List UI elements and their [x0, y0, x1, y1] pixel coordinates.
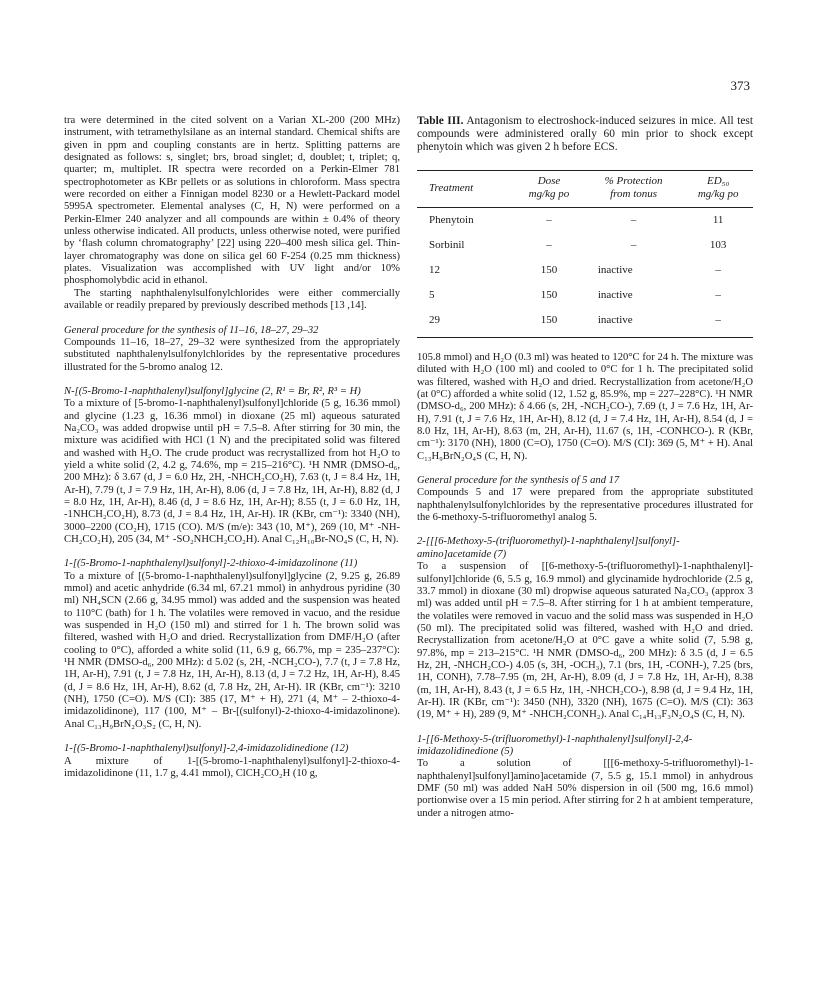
section-heading: 2-[[[6-Methoxy-5-(trifluoromethyl)-1-naphthalenyl]sulfonyl]-amino]acetamide (7): [417, 536, 680, 560]
paragraph: A mixture of 1-[(5-bromo-1-naphthalenyl)sulfonyl]-2-thioxo-4-imidazolidinone (11, 1.7 g, 4.41 mmol), ClCH₂CO₂H (10 g,: [64, 755, 400, 779]
header-protection: % Protection from tonus: [584, 171, 683, 208]
table-cell: 5: [429, 289, 435, 302]
paragraph: Compounds 11–16, 18–27, 29–32 were synthesized from the appropriately substituted naphthalenylsulfonylchlorides by the representative procedures illustrated for the 5-bromo analog 12.: [64, 336, 400, 373]
table-cell: Phenytoin: [429, 214, 474, 227]
header-treatment: Treatment: [417, 171, 514, 208]
table-header-row: [417, 171, 753, 208]
paragraph: To a suspension of [[6-methoxy-5-(trifluoromethyl)-1-naphthalenyl]-sulfonyl]chloride (6, 5.5 g, 16.9 mmol) and glycinamide hydrochloride (2.5 g, 33.7 mmol) in dioxane (30 ml) dropwise aqueous saturated Na₂CO₃ (approx 3 ml) was added until pH = 7.5–8. After stirring for 1 h at ambient temperature, the volatiles were removed in vacuo and the solid mass was suspended in H₂O (50 ml). The precipitated solid was filtered, washed with H₂O and dried. Recrystallization from acetone/H₂O at 0°C gave a white solid (7, 5.98 g, 97.8%, mp = 213–215°C. ¹H NMR (DMSO-d₆, 200 MHz): δ 3.5 (d, J = 6.5 Hz, 2H, -NHCH₂CO-) 4.05 (s, 3H, -OCH₃), 7.1 (brs, 1H, -CONH-), 7.25 (brs, 1H, CONH), 7.78–7.95 (m, 2H, Ar-H), 8.09 (d, J = 7.8 Hz, 1H, Ar-H), 8.38 (m, 1H, Ar-H), 8.43 (t, J = 6.5 Hz, 1H, -NHCH₂CO-), 8.98 (d, J = 9.4 Hz, 1H, Ar-H). IR (KBr, cm⁻¹): 3450 (NH), 3320 (NH), 1675 (C=O). M/S (CI): 363 (19, M⁺ + H), 289 (9, M⁺ -NHCH₂CONH₂). Anal C₁₄H₁₃F₃N₂O₄S (C, H, N).: [417, 561, 753, 721]
paragraph: tra were determined in the cited solvent on a Varian XL-200 (200 MHz) instrument, with tetramethylsilane as an internal standard. Chemical shifts are given in ppm and coupling constants are in hertz. Splitting patterns are designated as follows: s, singlet; brs, broad singlet; d, doublet; t, triplet; q, quarter; m, multiplet. IR spectra were recorded on a Perkin-Elmer 781 spectrophotometer as KBr pellets or as solutions in chloroform. Mass spectra were recorded on either a Finnigan model 8230 or a Hewlett-Packard model 5995A spectrometer. Elemental analyses (C, H, N) were performed on a Perkin-Elmer 240 analyzer and all compounds are within ± 0.4% of theory unless otherwise indicated. All products, unless otherwise noted, were purified by ‘flash column chromatography’ [22] using 220–400 mesh silica gel. Thin-layer chromatography was done on silica gel 60 F-254 (0.25 mm thickness) plates. Visualization was accomplished with UV light and/or 10% phosphomolybdic acid in ethanol.: [64, 115, 400, 287]
table-cell: inactive: [584, 308, 683, 338]
paragraph: The starting naphthalenylsulfonylchlorides were either commercially available or readily prepared by previously described methods [13 ,14].: [64, 287, 400, 312]
paragraph-gap: [417, 524, 753, 536]
paragraph-gap: [64, 313, 400, 325]
table-cell: 150: [514, 308, 584, 338]
section-heading: 1-[(5-Bromo-1-naphthalenyl)sulfonyl]-2-thioxo-4-imidazolinone (11): [64, 558, 358, 570]
table-cell: Sorbinil: [429, 239, 465, 252]
paragraph: To a mixture of [(5-bromo-1-naphthalenyl)sulfonyl]glycine (2, 9.25 g, 26.89 mmol) and acetic anhydride (6.34 ml, 67.21 mmol) in anhydrous pyridine (30 ml) NH₄SCN (2.66 g, 34.95 mmol) was added and the suspension was heated to 110°C (bath) for 1 h. The volatiles were removed in vacuo, and the residue was suspended in H₂O (150 ml) and stirred for 1 h. The brown solid was filtered, washed with H₂O and dried. Recrystallization from DMF/H₂O (after cooling to 0°C), afforded a white solid (11, 6.9 g, 66.7%, mp = 235–237°C): ¹H NMR (DMSO-d₆, 200 MHz): d 5.02 (s, 2H, -NCH₂CO-), 7.7 (t, J = 7.8 Hz, 1H, Ar-H), 7.91 (t, J = 7.8 Hz, 1H, Ar-H), 8.13 (d, J = 7.2 Hz, 1H, Ar-H), 8.45 (d, J = 8.6 Hz, 1H, Ar-H), 8.62 (d, 7.8 Hz, 2H, Ar-H). IR (KBr, cm⁻¹): 3210 (NH), 1750 (C=O). M/S (CI): 385 (17, M⁺ + H), 271 (4, M⁺ – 2-thioxo-4-imidazolidinone), 117 (100, M⁺ – Br-[(sulfonyl)-2-thioxo-4-imidazolinone). Anal C₁₃H₉BrN₂O₃S₂ (C, H, N).: [64, 570, 400, 730]
paragraph-gap: [64, 374, 400, 386]
table-cell: inactive: [597, 264, 633, 277]
table-cell: –: [546, 214, 552, 227]
table-cell: 12: [429, 264, 440, 277]
table-cell: –: [630, 214, 637, 227]
header-ed50: ED₅₀ mg/kg po: [683, 171, 753, 208]
paragraph-gap: [64, 731, 400, 743]
table-caption: [417, 115, 753, 154]
left-column: [64, 115, 400, 780]
table-caption-label: Table III.: [417, 115, 464, 127]
table-iii: [417, 170, 753, 338]
table-cell: –: [715, 264, 721, 277]
table-caption-text: Antagonism to electroshock-induced seizures in mice. All test compounds were administered orally 60 min prior to shock except phenytoin which was given 2 h before ECS.: [417, 115, 754, 153]
page-number: 373: [730, 78, 750, 93]
paragraph-gap: [417, 463, 753, 475]
paragraph: Compounds 5 and 17 were prepared from the appropriate substituted naphthalenylsulfonylchlorides by the representative procedures illustrated for the 6-methoxy-5-trifluoromethyl analog 5.: [417, 487, 753, 524]
paragraph: To a mixture of [5-bromo-1-naphthalenyl)sulfonyl]chloride (5 g, 16.36 mmol) and glycine (1.23 g, 16.36 mmol) in dioxane (25 ml) aqueous saturated Na₂CO₃ was added dropwise until pH = 7.5–8. After stirring for 30 min, the mixture was acidified with HCl (1 N) and the precipitated solid was filtered and washed with H₂O. The crude product was recrystallized from hot H₂O to yield a white solid (2, 4.2 g, 74.6%, mp = 215–216°C). ¹H NMR (DMSO-d₆, 200 MHz): δ 3.67 (d, J = 6.0 Hz, 2H, -NHCH₂CO₂H), 7.63 (t, J = 8.4 Hz, 1H, Ar-H), 7.79 (t, J = 7.9 Hz, 1H, Ar-H), 8.06 (d, J = 7.8 Hz, 1H, Ar-H), 8.82 (d, J = 8.0 Hz, 1H, Ar-H), 8.46 (d, J = 8.6 Hz, 1H, Ar-H); 8.55 (t, J = 6.0 Hz, 1H, -1NHCH₂CO₂H), 8.73 (d, J = 8.4 Hz, 1H, Ar-H). IR (KBr, cm⁻¹): 3340 (NH), 3000–2200 (CO₂H), 1715 (CO). M/S (m/e): 343 (10, M⁺), 269 (10, M⁺ -NH-CH₂CO₂H), 205 (34, M⁺ -SO₂NHCH₂CO₂H). Anal C₁₂H₁₀Br-NO₄S (C, H, N).: [64, 398, 400, 545]
table-cell: –: [546, 239, 552, 252]
table-cell: –: [630, 239, 637, 252]
table-row: [417, 258, 753, 283]
table-cell: –: [683, 308, 753, 338]
header-dose: Dose mg/kg po: [514, 171, 584, 208]
table-cell: 150: [540, 289, 558, 302]
table-cell: –: [715, 289, 721, 302]
table-row: [417, 308, 753, 338]
paragraph: To a solution of [[[6-methoxy-5-trifluoromethyl)-1-naphthalenyl]sulfonyl]amino]acetamide (7, 5.5 g, 15.1 mmol) in anhydrous DMF (50 ml) was added NaH 50% dispersion in oil (500 mg, 16.6 mmol) portionwise over a 15 min period. After stirring for 2 h at ambient temperature, under a nitrogen atmo-: [417, 758, 753, 819]
table-cell: 11: [712, 214, 724, 227]
section-heading: 1-[(5-Bromo-1-naphthalenyl)sulfonyl]-2,4-imidazolidinedione (12): [64, 743, 349, 755]
section-heading: N-[(5-Bromo-1-naphthalenyl)sulfonyl]glycine (2, R¹ = Br, R², R³ = H): [64, 385, 361, 397]
right-column-text: [417, 352, 753, 820]
paragraph-gap: [417, 722, 753, 734]
table-cell: inactive: [597, 289, 633, 302]
table-row: [417, 233, 753, 258]
section-heading: 1-[[6-Methoxy-5-(trifluoromethyl)-1-naphthalenyl]sulfonyl]-2,4-imidazolidinedione (5): [417, 733, 693, 757]
section-heading: General procedure for the synthesis of 11–16, 18–27, 29–32: [64, 324, 319, 336]
section-heading: General procedure for the synthesis of 5 and 17: [417, 475, 620, 487]
table-cell: 150: [540, 264, 558, 277]
table-row: [417, 283, 753, 308]
table-row: [417, 208, 753, 234]
paragraph: 105.8 mmol) and H₂O (0.3 ml) was heated to 120°C for 24 h. The mixture was diluted with H₂O (100 ml) and cooled to 0°C for 1 h. The precipitated solid was filtered, washed with H₂O and dried. Recrystallization from acetone/H₂O (at 0°C) afforded a white solid (12, 1.52 g, 85.9%, mp = 227–228°C). ¹H NMR (DMSO-d₆, 200 MHz): δ 4.66 (s, 2H, -NCH₂CO-), 7.69 (t, J = 7.6 Hz, 1H, Ar-H), 7.91 (t, J = 7.6 Hz, 1H, Ar-H), 8.12 (d, J = 7.4 Hz, 1H, Ar-H), 8.54 (d, J = 8.0 Hz, 1H, Ar-H), 8.63 (m, 2H, Ar-H), 11.67 (s, 1H, -CONHCO-). R (KBr, cm⁻¹): 3170 (NH), 1800 (C=O), 1750 (C=O). M/S (CI): 369 (5, M⁺ + H). Anal C₁₃H₉BrN₂O₄S (C, H, N).: [417, 352, 753, 462]
right-column: [417, 115, 753, 820]
paragraph-gap: [64, 546, 400, 558]
table-cell: 29: [417, 308, 514, 338]
table-cell: 103: [709, 239, 727, 252]
